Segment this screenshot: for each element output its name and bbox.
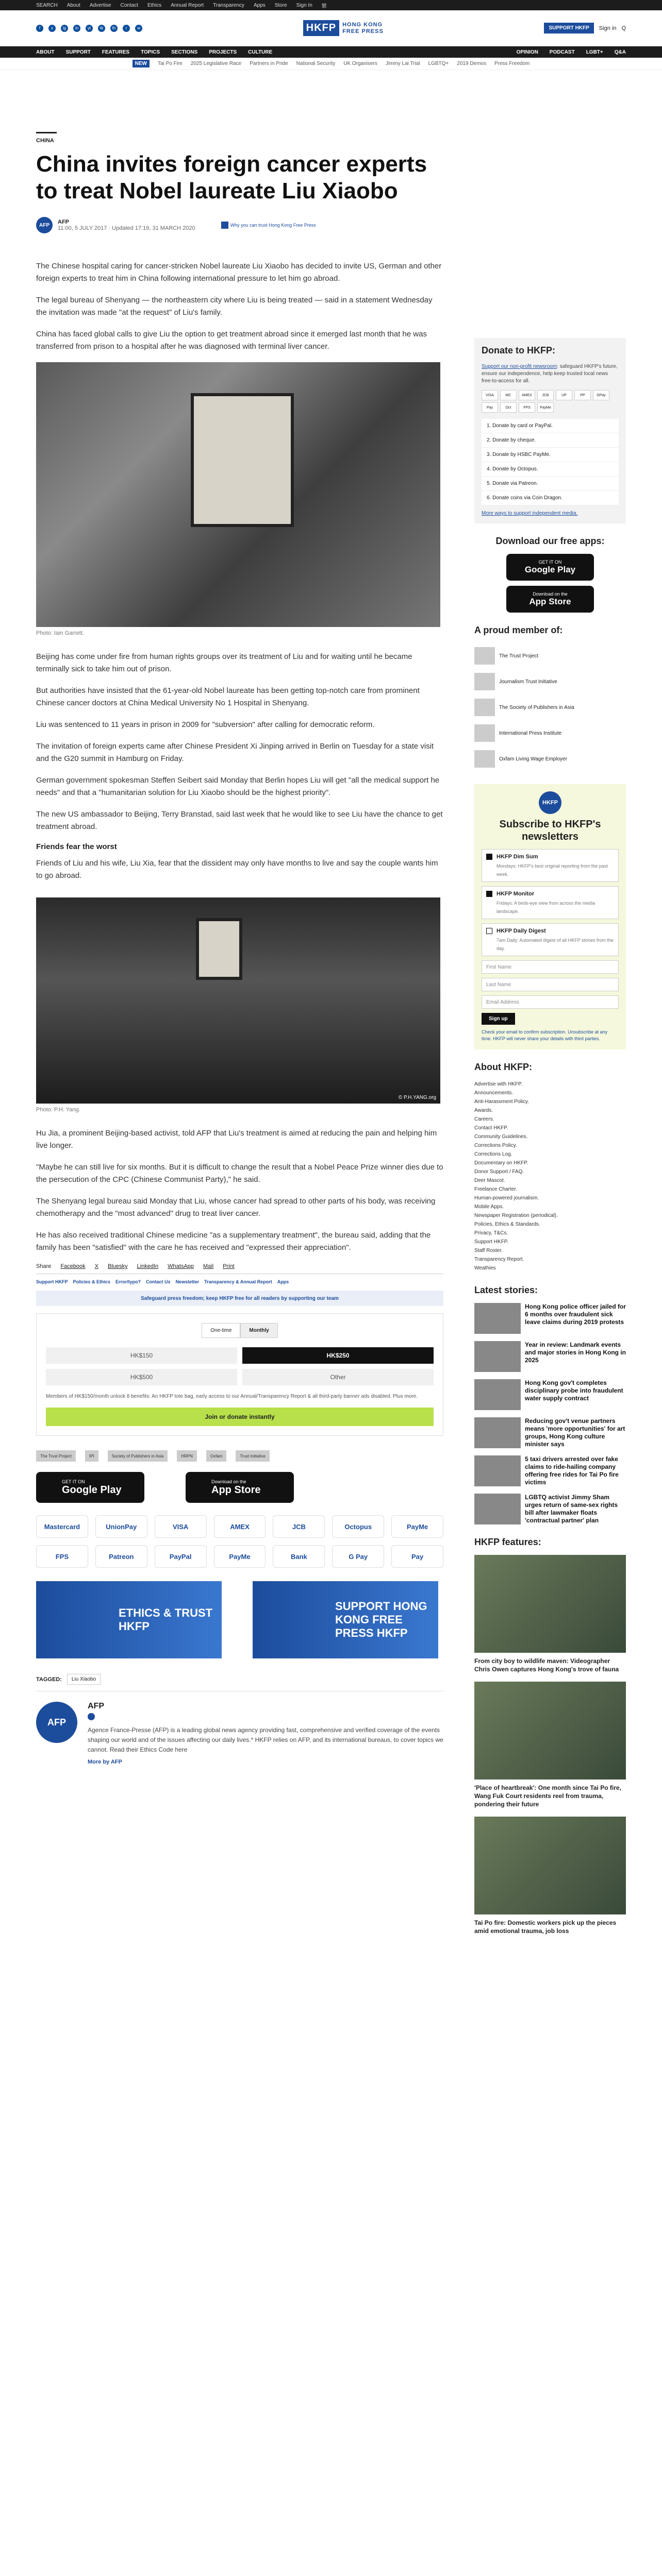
- store-big-text: Google Play: [524, 565, 576, 574]
- social-icon[interactable]: x: [48, 25, 56, 32]
- payment-logo: FPS: [36, 1545, 88, 1568]
- logo-line-1: HONG KONG: [342, 21, 383, 28]
- about-link[interactable]: Corrections Log.: [474, 1151, 512, 1157]
- nav-item[interactable]: LGBT+: [586, 49, 603, 55]
- share-link[interactable]: Facebook: [60, 1263, 86, 1269]
- article-paragraph: The Chinese hospital caring for cancer-stricken Nobel laureate Liu Xiaobo has decided to invite US, German and other foreign experts to treat him in China following international pressure to let him go abroad.: [36, 262, 442, 283]
- donate-widget: [36, 1313, 443, 1436]
- donate-text-body: : safeguard HKFP's future, ensure our independence, help keep trusted local news free-to-access for all.: [482, 364, 618, 384]
- donate-method[interactable]: 1. Donate by card or PayPal.: [482, 419, 619, 433]
- last-name-field[interactable]: Last Name: [482, 978, 619, 991]
- about-link[interactable]: Privacy, T&Cs.: [474, 1230, 508, 1236]
- support-banner[interactable]: Safeguard press freedom; keep HKFP free for all readers by supporting our team: [36, 1291, 443, 1306]
- story-headline[interactable]: Hong Kong police officer jailed for 6 months over fraudulent sick leave claims during 2019 protests: [525, 1303, 626, 1326]
- members-box: [474, 625, 626, 772]
- donate-method[interactable]: 6. Donate coins via Coin Dragon.: [482, 491, 619, 505]
- author-box-details: [88, 1702, 443, 1765]
- nav-item[interactable]: SECTIONS: [171, 49, 198, 55]
- card-logo: FPS: [519, 402, 535, 413]
- member-logo-icon: [474, 647, 495, 665]
- story-headline[interactable]: Reducing gov't venue partners means 'more opportunities' for art groups, Hong Kong culture minister says: [525, 1417, 625, 1448]
- nav-item[interactable]: SUPPORT: [65, 49, 91, 55]
- about-box: [474, 1062, 626, 1273]
- members-list: [474, 643, 626, 772]
- tags-label: TAGGED:: [36, 1676, 62, 1683]
- about-link[interactable]: Announcements.: [474, 1090, 514, 1096]
- trending-link[interactable]: Press Freedom: [494, 61, 530, 66]
- footer-link[interactable]: Newsletter: [175, 1279, 200, 1284]
- member-logo-icon: [474, 750, 495, 768]
- share-link[interactable]: Print: [223, 1263, 235, 1269]
- payment-logo: Patreon: [95, 1545, 147, 1568]
- payment-logo: AMEX: [214, 1515, 266, 1538]
- features-box: [474, 1537, 626, 1935]
- story-thumbnail[interactable]: [474, 1341, 521, 1372]
- share-link[interactable]: Mail: [203, 1263, 214, 1269]
- ethics-promo[interactable]: ETHICS & TRUST HKFP: [36, 1581, 222, 1658]
- amount-other[interactable]: Other: [242, 1369, 434, 1385]
- store-big-text: App Store: [529, 597, 571, 606]
- partner-logo[interactable]: Society of Publishers in Asia: [108, 1450, 168, 1462]
- google-play-badge[interactable]: [506, 554, 594, 581]
- about-link[interactable]: Anti-Harassment Policy.: [474, 1099, 529, 1105]
- member-item[interactable]: [474, 694, 626, 720]
- author-box-avatar[interactable]: AFP: [36, 1702, 77, 1743]
- members-title: A proud member of:: [474, 625, 563, 635]
- about-link[interactable]: Support HKFP.: [474, 1239, 508, 1245]
- store-big-text: App Store: [211, 1484, 261, 1496]
- newsletter-option-text: [496, 891, 614, 914]
- feature-headline[interactable]: Tai Po fire: Domestic workers pick up the pieces amid emotional trauma, job loss: [474, 1919, 617, 1935]
- latest-story[interactable]: [474, 1341, 626, 1372]
- payment-methods: [36, 1515, 443, 1568]
- about-link[interactable]: Newspaper Registration (periodical).: [474, 1213, 558, 1218]
- article-paragraph: The Shenyang legal bureau said Monday that Liu, whose cancer had spread to other parts of his body, was receiving chemotherapy and the "most advanced" drug to treat liver cancer.: [36, 1197, 436, 1218]
- feature-story[interactable]: [474, 1682, 626, 1808]
- article-category[interactable]: CHINA: [36, 132, 57, 144]
- checkbox[interactable]: [486, 854, 492, 860]
- author-box-name[interactable]: AFP: [88, 1702, 104, 1710]
- story-thumbnail[interactable]: [474, 1417, 521, 1448]
- trust-link[interactable]: [221, 222, 316, 229]
- newsletter-option[interactable]: [482, 849, 619, 882]
- features-list: [474, 1555, 626, 1935]
- payment-logo: G Pay: [332, 1545, 384, 1568]
- feature-image[interactable]: [474, 1682, 626, 1780]
- google-play-badge[interactable]: [36, 1472, 144, 1503]
- author-box: [36, 1702, 443, 1765]
- utility-link[interactable]: Ethics: [147, 2, 162, 8]
- latest-title: Latest stories:: [474, 1285, 538, 1295]
- story-headline[interactable]: 5 taxi drivers arrested over fake claims to ride-hailing company offering free rides for Tai Po fire victims: [525, 1455, 619, 1486]
- article-paragraph: "Maybe he can still live for six months. But it is difficult to change the result that a Nobel Peace Prize winner dies due to the persecution of the CPC (Chinese Communist Party)," he said.: [36, 1163, 443, 1184]
- about-link[interactable]: Deer Mascot.: [474, 1178, 505, 1183]
- byline-text: [58, 219, 195, 231]
- newsletter-name: HKFP Daily Digest: [496, 928, 546, 934]
- about-link[interactable]: Donor Support / FAQ.: [474, 1169, 524, 1175]
- member-item[interactable]: [474, 643, 626, 669]
- trending-link[interactable]: 2019 Demos: [457, 61, 486, 66]
- member-name: Oxfam Living Wage Employer: [499, 756, 567, 762]
- article-paragraph: Liu was sentenced to 11 years in prison in 2009 for "subversion" after calling for democratic reform.: [36, 720, 375, 729]
- utility-link[interactable]: SEARCH: [36, 2, 58, 8]
- latest-story[interactable]: [474, 1494, 626, 1524]
- tag-item[interactable]: Liu Xiaobo: [67, 1674, 101, 1685]
- about-link[interactable]: Transparency Report.: [474, 1257, 524, 1262]
- social-icon[interactable]: w: [135, 25, 142, 32]
- utility-link[interactable]: 繁: [321, 3, 327, 9]
- logo-wordmark: [342, 22, 384, 35]
- about-link[interactable]: Freelance Charter.: [474, 1187, 517, 1192]
- utility-link[interactable]: Apps: [253, 2, 266, 8]
- article-footer-links: [36, 1279, 443, 1284]
- trending-link[interactable]: UK Organisers: [343, 61, 377, 66]
- amount-option[interactable]: HK$150: [46, 1347, 237, 1364]
- photo-2-caption: Photo: P.H. Yang.: [36, 1107, 80, 1113]
- footer-link[interactable]: Apps: [277, 1279, 289, 1284]
- nav-item[interactable]: OPINION: [516, 49, 538, 55]
- share-link[interactable]: X: [94, 1263, 99, 1269]
- newsletter-option-text: [496, 854, 614, 877]
- footer-link[interactable]: Transparency & Annual Report: [204, 1279, 272, 1284]
- membership-note: Members of HK$150/month unlock 8 benefits: An HKFP tote bag, early access to our Annual/Transparency Report & all third-party banner ads disabled. Plus more.: [46, 1394, 418, 1399]
- feature-image[interactable]: [474, 1555, 626, 1653]
- sign-in-link[interactable]: Sign in: [599, 25, 617, 31]
- article-dates: 11:00, 5 JULY 2017 · Updated 17:19, 31 MARCH 2020: [58, 225, 195, 231]
- latest-story[interactable]: [474, 1455, 626, 1486]
- app-store-badges: [36, 1472, 443, 1503]
- article-paragraph: The legal bureau of Shenyang — the northeastern city where Liu is being treated — said in a statement Wednesday the invitation was made "at the request" of Liu's family.: [36, 296, 433, 317]
- app-store-badge[interactable]: [186, 1472, 294, 1503]
- article-paragraph: He has also received traditional Chinese medicine "as a supplementary treatment", the bureau said, adding that the family has been "satisfied" with the care he has received and "expressed their appreciation".: [36, 1231, 431, 1252]
- article-body-a: [36, 260, 443, 353]
- article-paragraph: The new US ambassador to Beijing, Terry Branstad, said last week that he would like to see Liu have the chance to get treatment abroad.: [36, 810, 443, 831]
- donate-method[interactable]: 2. Donate by cheque.: [482, 433, 619, 448]
- logo-line-2: FREE PRESS: [342, 28, 384, 35]
- social-icon[interactable]: f: [36, 25, 43, 32]
- trending-link[interactable]: Tai Po Fire: [157, 61, 183, 66]
- member-name: The Society of Publishers in Asia: [499, 704, 574, 710]
- payment-logo: VISA: [155, 1515, 207, 1538]
- checkbox[interactable]: [486, 928, 492, 934]
- about-list: [474, 1080, 626, 1273]
- nav-item[interactable]: PODCAST: [549, 49, 575, 55]
- footer-link[interactable]: Policies & Ethics: [73, 1279, 111, 1284]
- author-avatar[interactable]: AFP: [36, 217, 53, 233]
- newsletter-title: Subscribe to HKFP's newsletters: [499, 819, 601, 842]
- article-subhead: Friends fear the worst: [36, 842, 117, 851]
- photo-1-caption: Photo: Iain Garrett.: [36, 630, 84, 636]
- card-logo: AMEX: [519, 390, 535, 400]
- app-store-badge[interactable]: [506, 586, 594, 613]
- photo-2-credit: © P.H.YANG.org: [398, 1095, 436, 1100]
- donate-methods: [482, 419, 619, 505]
- card-logo: VISA: [482, 390, 498, 400]
- payment-logo: UnionPay: [95, 1515, 147, 1538]
- about-link[interactable]: Corrections Policy.: [474, 1143, 517, 1148]
- payment-logo: Mastercard: [36, 1515, 88, 1538]
- about-link[interactable]: Contact HKFP.: [474, 1125, 508, 1131]
- card-logo: MC: [500, 390, 517, 400]
- card-logo: PayMe: [537, 402, 554, 413]
- site-logo[interactable]: [303, 20, 384, 36]
- story-headline[interactable]: LGBTQ activist Jimmy Sham urges return of same-sex rights bill after lawmaker floats 'contractual partner' plan: [525, 1494, 618, 1524]
- trending-link[interactable]: Partners in Pride: [250, 61, 288, 66]
- newsletter-option[interactable]: [482, 923, 619, 956]
- support-button[interactable]: SUPPORT HKFP: [544, 23, 593, 33]
- social-icon[interactable]: th: [110, 25, 118, 32]
- partner-logo[interactable]: HRPN: [177, 1450, 197, 1462]
- article-paragraph: Hu Jia, a prominent Beijing-based activist, told AFP that Liu's treatment is aimed at reducing the pain and helping him live longer.: [36, 1129, 437, 1150]
- store-small-text: Download on the: [211, 1479, 246, 1484]
- newsletter-note: Check your email to confirm subscription. Unsubscribe at any time. HKFP will never share your details with third parties.: [482, 1029, 608, 1041]
- utility-link[interactable]: Annual Report: [171, 2, 204, 8]
- tab-monthly[interactable]: Monthly: [240, 1323, 277, 1338]
- trust-icon: [221, 222, 228, 229]
- store-small-text: Download on the: [533, 591, 568, 597]
- about-link[interactable]: Staff Roster.: [474, 1248, 503, 1253]
- amount-option[interactable]: HK$500: [46, 1369, 237, 1385]
- utility-link[interactable]: Store: [274, 2, 287, 8]
- newsletter-name: HKFP Dim Sum: [496, 854, 538, 860]
- apps-title: Download our free apps:: [495, 536, 605, 546]
- share-link[interactable]: WhatsApp: [168, 1263, 194, 1269]
- story-headline[interactable]: Year in review: Landmark events and major stories in Hong Kong in 2025: [525, 1341, 626, 1364]
- latest-list: [474, 1303, 626, 1524]
- payment-logo: PayMe: [214, 1545, 266, 1568]
- member-logo-icon: [474, 673, 495, 690]
- trending-link[interactable]: National Security: [296, 61, 336, 66]
- donate-text: [482, 363, 619, 385]
- card-logo: Oct: [500, 402, 517, 413]
- author-social-icon[interactable]: [88, 1713, 95, 1720]
- feature-headline[interactable]: 'Place of heartbreak': One month since Tai Po fire, Wang Fuk Court residents reel from trauma, pondering their future: [474, 1784, 621, 1808]
- social-icon[interactable]: yt: [86, 25, 93, 32]
- social-icon[interactable]: r: [123, 25, 130, 32]
- article-title: China invites foreign cancer experts to treat Nobel laureate Liu Xiaobo: [36, 151, 427, 204]
- latest-story[interactable]: [474, 1303, 626, 1334]
- utility-link[interactable]: Contact: [120, 2, 138, 8]
- newsletter-desc: Mondays: HKFP's best original reporting from the past week.: [496, 863, 608, 877]
- donate-method[interactable]: 3. Donate by HSBC PayMe.: [482, 448, 619, 462]
- feature-story[interactable]: [474, 1555, 626, 1673]
- article-body-d: [36, 1127, 443, 1254]
- payment-logo: Bank: [273, 1545, 325, 1568]
- donate-frequency-toggle: [46, 1323, 434, 1338]
- payment-logo: PayPal: [155, 1545, 207, 1568]
- footer-link[interactable]: Error/typo?: [115, 1279, 141, 1284]
- donate-title: Donate to HKFP:: [482, 345, 555, 355]
- payment-logo: Octopus: [332, 1515, 384, 1538]
- join-donate-button[interactable]: Join or donate instantly: [46, 1408, 434, 1426]
- search-icon[interactable]: Q: [621, 25, 626, 31]
- social-icon[interactable]: tk: [98, 25, 105, 32]
- donate-amounts: [46, 1347, 434, 1385]
- partner-logos: [36, 1450, 443, 1462]
- partner-logo[interactable]: The Trust Project: [36, 1450, 76, 1462]
- utility-link[interactable]: Advertise: [89, 2, 111, 8]
- author-box-bio: Agence France-Presse (AFP) is a leading global news agency providing fast, comprehensive and verified coverage of the events shaping our world and of the issues affecting our daily lives.* HKFP relies on AFP, and its international bureaus, to cover topics we cannot. Read their Ethics Code here: [88, 1726, 443, 1753]
- trust-link-label: Why you can trust Hong Kong Free Press: [230, 223, 316, 228]
- member-logo-icon: [474, 699, 495, 716]
- donate-method[interactable]: 5. Donate via Patreon.: [482, 477, 619, 491]
- latest-story[interactable]: [474, 1417, 626, 1448]
- feature-story[interactable]: [474, 1817, 626, 1935]
- story-thumbnail[interactable]: [474, 1379, 521, 1410]
- about-link[interactable]: Policies, Ethics & Standards.: [474, 1222, 540, 1227]
- article-paragraph: China has faced global calls to give Liu the option to get treatment abroad since it emerged last month that he was transferred from prison to a hospital after he was diagnosed with terminal liver cancer.: [36, 330, 427, 351]
- portrait-placard: [191, 393, 294, 527]
- card-logo: GPay: [593, 390, 609, 400]
- newsletter-box: [474, 784, 626, 1049]
- card-logos: [482, 390, 619, 413]
- member-item[interactable]: [474, 669, 626, 694]
- partner-logo[interactable]: Trust Initiative: [236, 1450, 270, 1462]
- about-link[interactable]: Mobile Apps.: [474, 1204, 504, 1210]
- newsletter-option-text: [496, 928, 614, 952]
- support-promo[interactable]: SUPPORT HONG KONG FREE PRESS HKFP: [253, 1581, 438, 1658]
- card-logo: JCB: [537, 390, 554, 400]
- trending-link[interactable]: LGBTQ+: [428, 61, 449, 66]
- latest-box: [474, 1285, 626, 1524]
- article-paragraph: German government spokesman Steffen Seibert said Monday that Berlin hopes Liu will get "all the medical support he needs" and that a "humanitarian solution for Liu Xiaobo should be the highest priority".: [36, 776, 440, 797]
- share-link[interactable]: Bluesky: [108, 1263, 128, 1269]
- about-link[interactable]: Documentary on HKFP.: [474, 1160, 528, 1166]
- trending-link[interactable]: Jimmy Lai Trial: [385, 61, 420, 66]
- latest-story[interactable]: [474, 1379, 626, 1410]
- author-name[interactable]: AFP: [58, 219, 69, 225]
- article-byline: [36, 217, 443, 233]
- sidebar: [474, 338, 626, 1943]
- signup-button[interactable]: Sign up: [482, 1013, 515, 1025]
- about-link[interactable]: Careers.: [474, 1116, 494, 1122]
- article-column: [36, 132, 443, 1943]
- newsletter-options: [482, 849, 619, 956]
- social-icon[interactable]: in: [73, 25, 80, 32]
- checkbox[interactable]: [486, 891, 492, 897]
- nav-item[interactable]: PROJECTS: [209, 49, 237, 55]
- story-headline[interactable]: Hong Kong gov't completes disciplinary probe into fraudulent water supply contract: [525, 1379, 623, 1402]
- feature-headline[interactable]: From city boy to wildlife maven: Videographer Chris Owen captures Hong Kong's trove of fauna: [474, 1657, 619, 1673]
- article-paragraph: Friends of Liu and his wife, Liu Xia, fear that the dissident may only have months to live and say the couple wants him to go abroad.: [36, 859, 438, 880]
- social-icon[interactable]: ig: [61, 25, 68, 32]
- nav-item[interactable]: TOPICS: [141, 49, 160, 55]
- promo-banners: [36, 1581, 443, 1658]
- trending-nav: [0, 58, 662, 70]
- footer-link[interactable]: Contact Us: [146, 1279, 171, 1284]
- more-by-author-link[interactable]: More by AFP: [88, 1759, 122, 1765]
- first-name-field[interactable]: First Name: [482, 960, 619, 974]
- payment-logo: Pay: [391, 1545, 443, 1568]
- story-thumbnail[interactable]: [474, 1494, 521, 1524]
- nav-item[interactable]: FEATURES: [102, 49, 130, 55]
- utility-link[interactable]: About: [67, 2, 80, 8]
- partner-logo[interactable]: Oxfam: [206, 1450, 227, 1462]
- vigil-portrait: [196, 918, 242, 980]
- card-logo: PP: [574, 390, 591, 400]
- apps-box: [474, 536, 626, 613]
- more-ways-link[interactable]: More ways to support independent media.: [482, 511, 578, 516]
- article-paragraph: But authorities have insisted that the 61-year-old Nobel laureate has been getting top-notch care from prominent Chinese cancer doctors at China Medical University No 1 Hospital in Shenyang.: [36, 686, 420, 707]
- utility-link[interactable]: Transparency: [213, 2, 244, 8]
- footer-link[interactable]: Support HKFP: [36, 1279, 68, 1284]
- article-photo-1: [36, 362, 440, 627]
- payment-logo: PayMe: [391, 1515, 443, 1538]
- newsletter-option[interactable]: [482, 886, 619, 919]
- share-label: Share: [36, 1263, 52, 1269]
- newsletter-desc: Fridays: A birds-eye view from across the media landscape.: [496, 901, 595, 914]
- nav-item[interactable]: Q&A: [614, 49, 626, 55]
- card-logo: Pay: [482, 402, 498, 413]
- member-item[interactable]: [474, 746, 626, 772]
- share-link[interactable]: LinkedIn: [137, 1263, 159, 1269]
- about-link[interactable]: Community Guidelines.: [474, 1134, 528, 1140]
- about-link[interactable]: Awards.: [474, 1108, 493, 1113]
- features-title: HKFP features:: [474, 1537, 541, 1547]
- store-small-text: GET IT ON: [62, 1479, 85, 1484]
- card-logo: UP: [556, 390, 572, 400]
- store-big-text: Google Play: [62, 1484, 122, 1496]
- story-thumbnail[interactable]: [474, 1303, 521, 1334]
- article-body-b: [36, 651, 443, 833]
- member-name: The Trust Project: [499, 653, 539, 659]
- site-header: [0, 10, 662, 46]
- article-photo-2: [36, 897, 440, 1104]
- header-actions: [544, 23, 626, 33]
- partner-logo[interactable]: IPI: [85, 1450, 98, 1462]
- newsletter-logo: HKFP: [539, 791, 561, 814]
- donate-method[interactable]: 4. Donate by Octopus.: [482, 462, 619, 477]
- article-paragraph: Beijing has come under fire from human rights groups over its treatment of Liu and for waiting until he became terminally sick to take him out of prison.: [36, 652, 412, 673]
- email-field[interactable]: Email Address: [482, 995, 619, 1009]
- social-links: [36, 25, 142, 32]
- donate-link[interactable]: Support our non-profit newsroom: [482, 364, 557, 369]
- about-link[interactable]: Weathies: [474, 1265, 496, 1271]
- about-link[interactable]: Human-powered journalism.: [474, 1195, 539, 1201]
- member-name: Journalism Trust Initiative: [499, 679, 557, 685]
- feature-image[interactable]: [474, 1817, 626, 1914]
- main-nav: [0, 46, 662, 58]
- member-logo-icon: [474, 724, 495, 742]
- nav-item[interactable]: CULTURE: [248, 49, 273, 55]
- nav-item[interactable]: ABOUT: [36, 49, 55, 55]
- trending-link[interactable]: 2025 Legislative Race: [190, 61, 242, 66]
- payment-logo: JCB: [273, 1515, 325, 1538]
- article-paragraph: The invitation of foreign experts came after Chinese President Xi Jinping arrived in Berlin on Tuesday for a state visit and the G20 summit in Hamburg on Friday.: [36, 742, 434, 763]
- donate-box: [474, 338, 626, 523]
- share-bar: [36, 1263, 443, 1274]
- about-title: About HKFP:: [474, 1062, 532, 1072]
- utility-link[interactable]: Sign In: [296, 2, 312, 8]
- store-small-text: GET IT ON: [538, 560, 562, 565]
- utility-bar: [0, 0, 662, 10]
- newsletter-name: HKFP Monitor: [496, 891, 535, 897]
- article-tags: [36, 1674, 443, 1691]
- tab-one-time[interactable]: One-time: [202, 1323, 240, 1338]
- story-thumbnail[interactable]: [474, 1455, 521, 1486]
- member-name: International Press Institute: [499, 730, 562, 736]
- logo-mark: HKFP: [303, 20, 339, 36]
- member-item[interactable]: [474, 720, 626, 746]
- amount-option-selected[interactable]: HK$250: [242, 1347, 434, 1364]
- about-link[interactable]: Advertise with HKFP.: [474, 1081, 523, 1087]
- new-badge: NEW: [133, 60, 150, 67]
- newsletter-desc: 7am Daily: Automated digest of all HKFP stories from the day.: [496, 938, 614, 951]
